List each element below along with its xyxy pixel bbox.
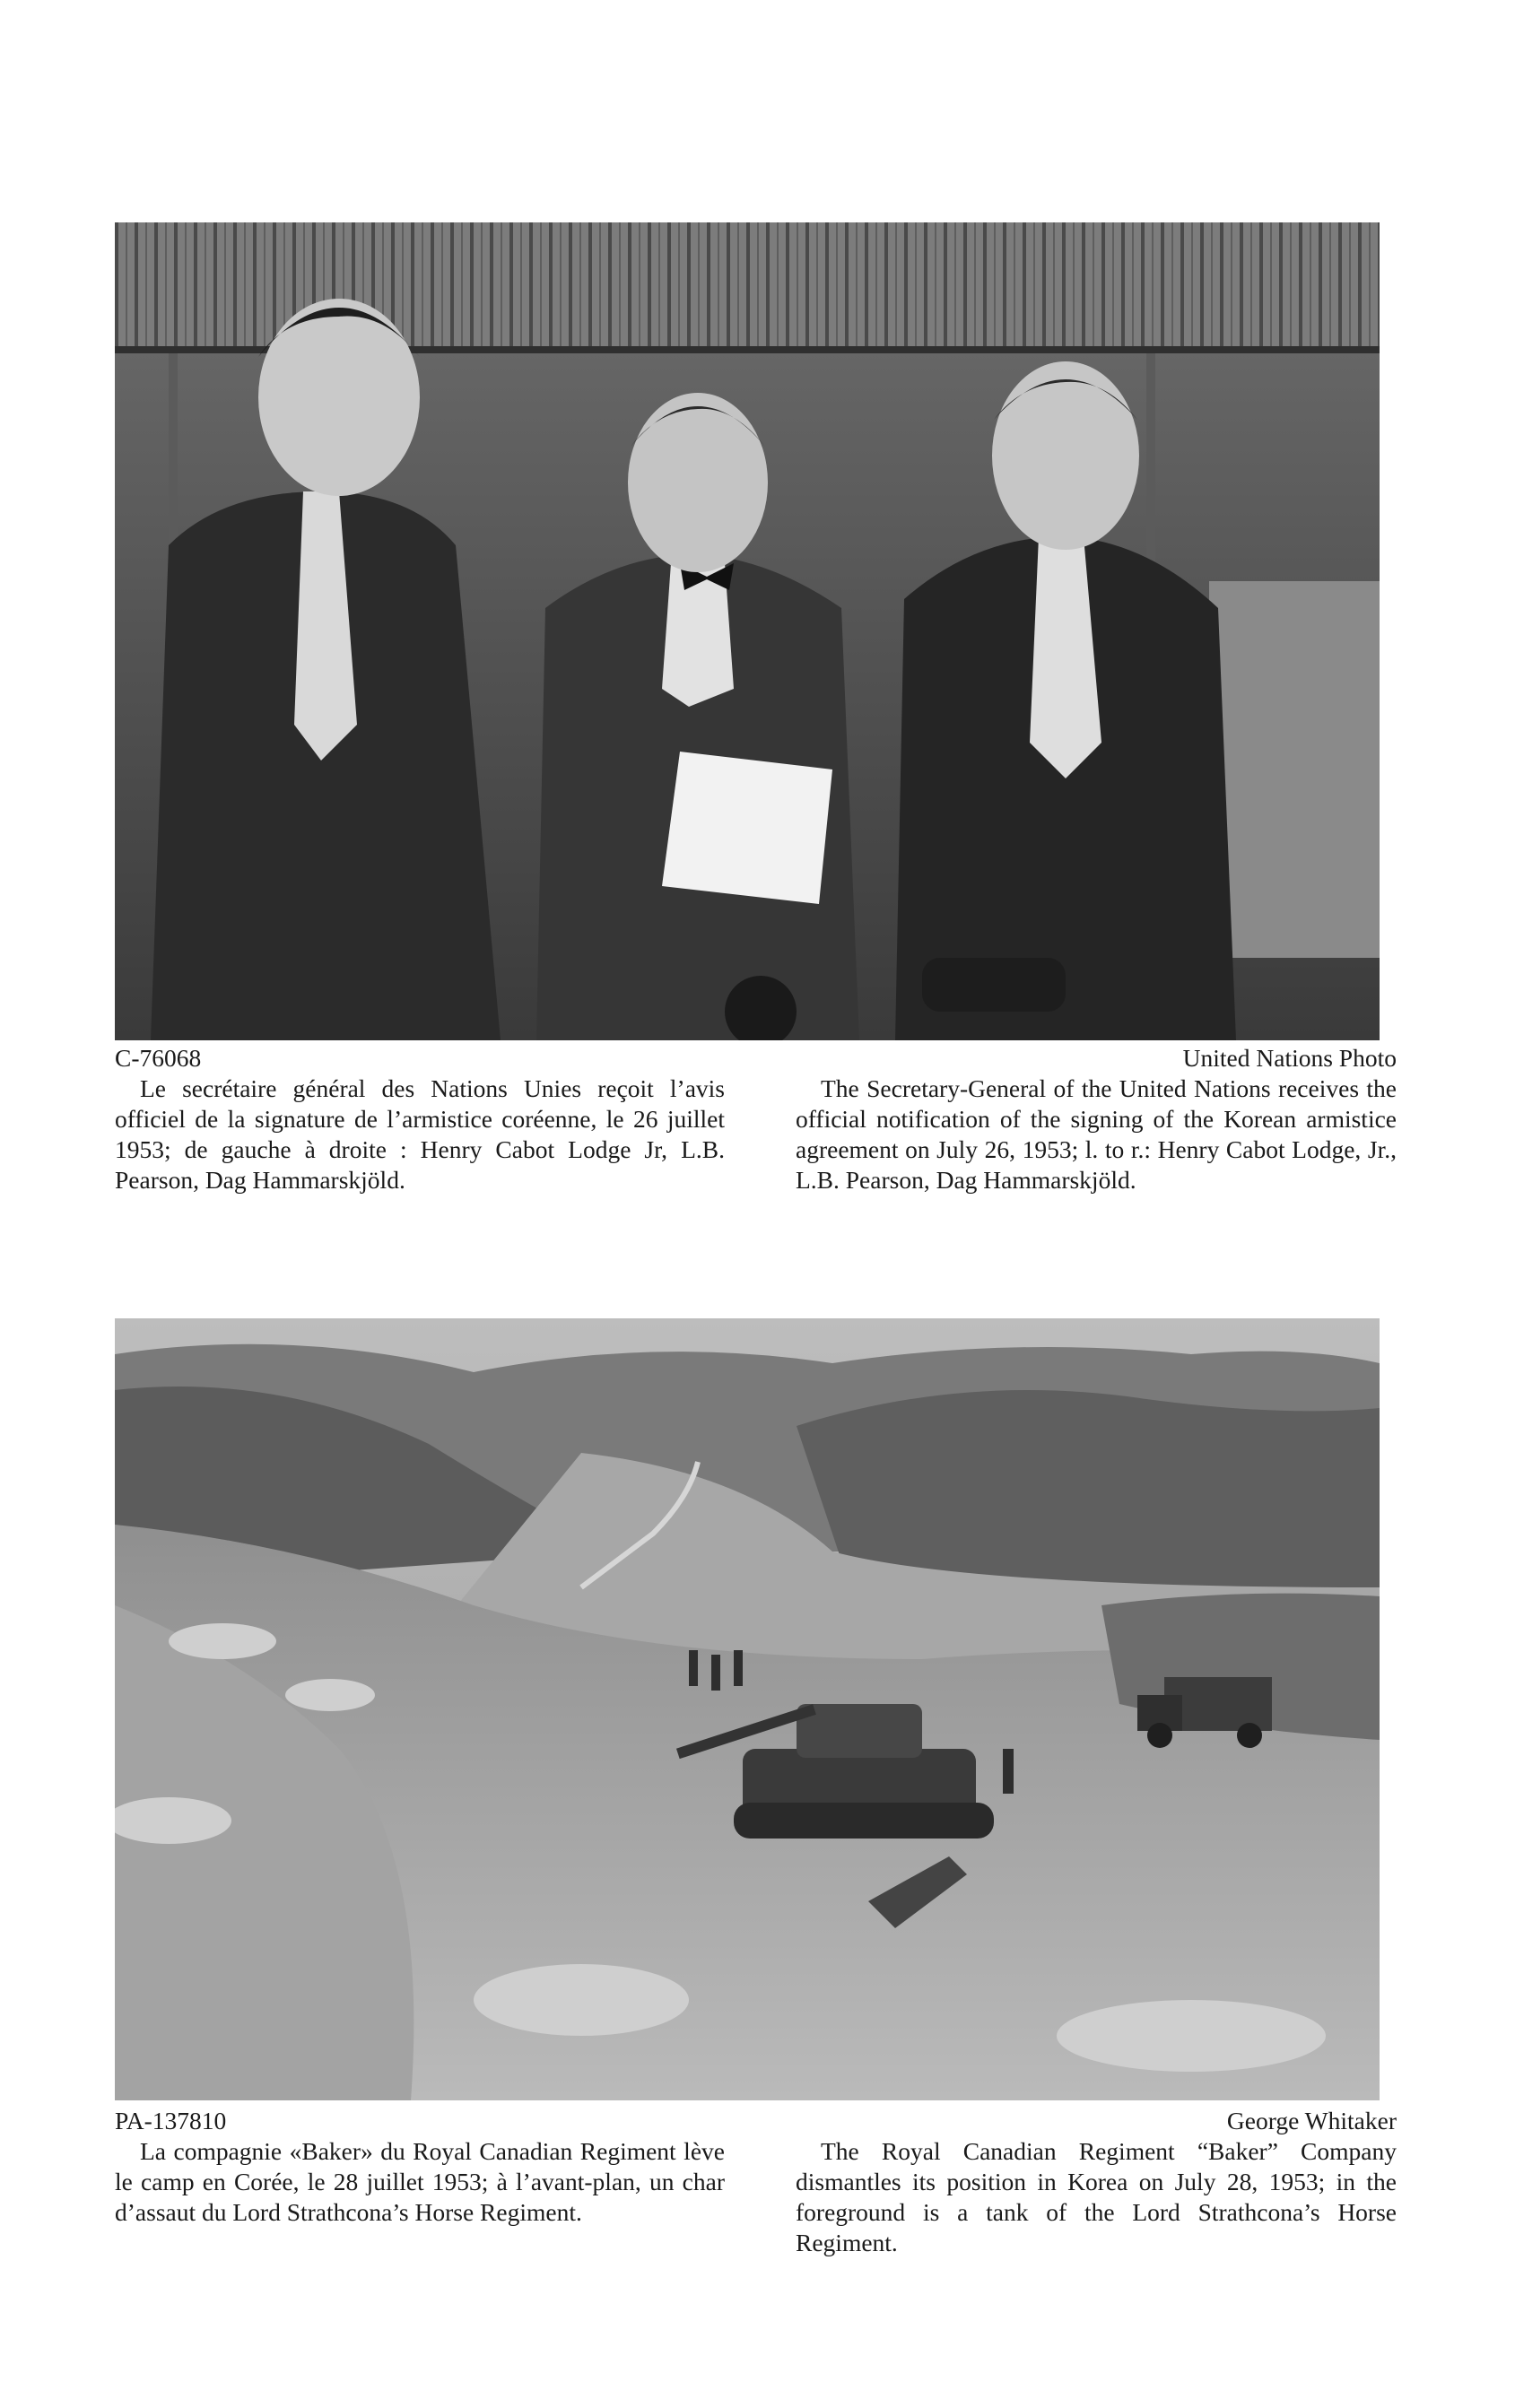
figure-1-caption-fr: Le secrétaire général des Nations Unies reçoit l’avis officiel de la signature de l’armistice coréenne, le 26 juillet 1953; de gauche à droite : Henry Cabot Lodge Jr, L.B. Pearson, Dag Hammarskjöld.	[115, 1074, 725, 1194]
figure-1-caption-en: The Secretary-General of the United Nations receives the official notification of the signing of the Korean armistice agreement on July 26, 1953; l. to r.: Henry Cabot Lodge, Jr., L.B. Pearson, Dag Hammarskjöld.	[796, 1074, 1397, 1194]
photo-un-secretary-general-image	[115, 222, 1380, 1040]
figure-1-credit: United Nations Photo	[1182, 1044, 1397, 1072]
figure-2-id-label: PA-137810	[115, 2107, 227, 2134]
caption-1-english	[796, 1043, 1397, 1195]
caption-1-french	[115, 1043, 725, 1195]
figure-2-caption-fr: La compagnie «Baker» du Royal Canadian Regiment lève le camp en Corée, le 28 juillet 1953; à l’avant-plan, un char d’assaut du Lord Strathcona’s Horse Regiment.	[115, 2137, 725, 2226]
caption-2-french	[115, 2106, 725, 2228]
photo-un-secretary-general	[115, 222, 1380, 1040]
figure-2-caption-en: The Royal Canadian Regiment “Baker” Company dismantles its position in Korea on July 28, 1953; in the foreground is a tank of the Lord Strathcona’s Horse Regiment.	[796, 2137, 1397, 2256]
photo-baker-company-korea-image	[115, 1318, 1380, 2100]
photo-baker-company-korea	[115, 1318, 1380, 2100]
figure-2-credit: George Whitaker	[1226, 2107, 1397, 2134]
caption-2-english	[796, 2106, 1397, 2258]
figure-1-id-label: C-76068	[115, 1044, 202, 1072]
